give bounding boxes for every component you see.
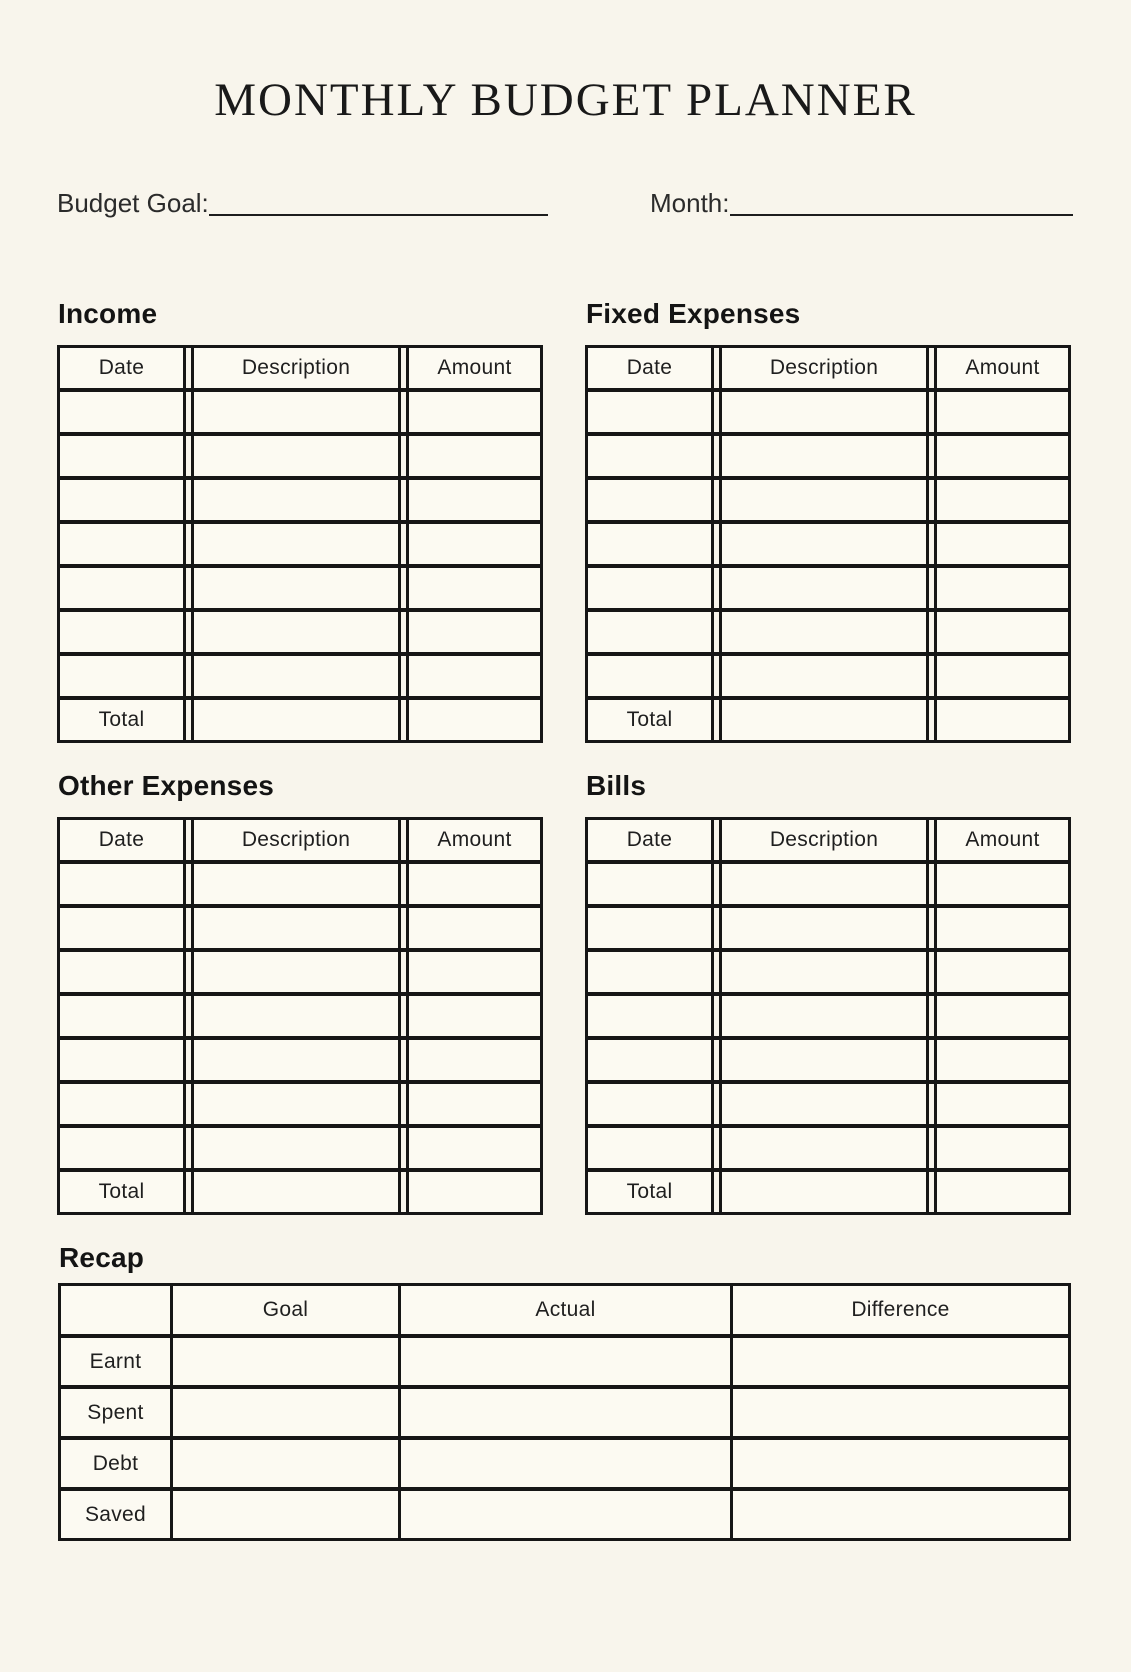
table-cell [406,392,540,432]
column-header-date: Date [588,820,714,860]
column-header-amount: Amount [406,820,540,860]
recap-cell [733,1440,1068,1487]
table-row [60,524,540,568]
table-cell [934,656,1068,696]
table-cell [406,1084,540,1124]
table-row [588,952,1068,996]
budget-planner-page [0,72,1131,1672]
table-cell [588,480,714,520]
table-cell [60,524,186,564]
table-cell [934,1084,1068,1124]
table-cell [406,480,540,520]
table-cell [588,524,714,564]
table-cell [588,908,714,948]
table-cell [60,952,186,992]
table-cell [719,612,929,652]
table-cell [588,1128,714,1168]
table-cell [934,996,1068,1036]
column-header-description: Description [191,348,401,388]
table-row [588,656,1068,700]
recap-row-debt [61,1440,1068,1491]
recap-row-spent [61,1389,1068,1440]
table-cell [191,656,401,696]
table-cell [406,612,540,652]
table-cell [191,952,401,992]
total-label-cell: Total [60,1172,186,1212]
table-row [588,612,1068,656]
table-cell [588,656,714,696]
table-row [588,524,1068,568]
table-cell [191,612,401,652]
table-row [60,864,540,908]
recap-cell [401,1338,733,1385]
table-total-row [588,700,1068,740]
table-total-row [588,1172,1068,1212]
table-cell [588,996,714,1036]
table-cell [588,612,714,652]
table-row [60,436,540,480]
column-header-amount: Amount [406,348,540,388]
month-label: Month: [650,188,730,218]
table-cell [719,1172,929,1212]
table-cell [719,700,929,740]
table-cell [406,908,540,948]
table-cell [719,908,929,948]
table-row [60,656,540,700]
income-table [57,345,543,743]
table-row [60,908,540,952]
table-cell [191,1128,401,1168]
table-total-row [60,1172,540,1212]
table-header-row [588,820,1068,864]
table-cell [406,524,540,564]
table-cell [60,656,186,696]
column-header-description: Description [719,820,929,860]
recap-cell [401,1440,733,1487]
table-cell [191,1084,401,1124]
table-cell [588,952,714,992]
table-cell [719,952,929,992]
table-row [60,996,540,1040]
recap-row-label: Spent [61,1389,173,1436]
table-row [588,864,1068,908]
table-cell [934,1040,1068,1080]
fixed-expenses-table [585,345,1071,743]
table-cell [406,656,540,696]
table-header-row [60,348,540,392]
section-title-fixed-expenses: Fixed Expenses [586,298,801,329]
table-cell [719,568,929,608]
table-row [60,392,540,436]
table-cell [60,480,186,520]
total-label-cell: Total [588,700,714,740]
table-body [60,864,540,1172]
table-cell [191,996,401,1036]
recap-row-label: Earnt [61,1338,173,1385]
table-cell [934,524,1068,564]
table-cell [934,392,1068,432]
table-cell [588,568,714,608]
table-row [60,952,540,996]
table-cell [934,436,1068,476]
recap-cell [733,1389,1068,1436]
table-cell [60,392,186,432]
other-expenses-table [57,817,543,1215]
section-title-income: Income [58,298,158,329]
column-header-date: Date [60,820,186,860]
budget-goal-field [57,186,548,220]
table-cell [191,864,401,904]
table-cell [406,952,540,992]
recap-row-label: Debt [61,1440,173,1487]
table-cell [191,568,401,608]
table-cell [191,908,401,948]
budget-goal-line [209,214,548,216]
table-row [588,392,1068,436]
recap-section [58,1240,1074,1541]
table-row [60,1128,540,1172]
recap-cell [733,1491,1068,1538]
table-header-row [588,348,1068,392]
table-cell [719,392,929,432]
table-row [60,568,540,612]
table-body [588,864,1068,1172]
column-header-description: Description [191,820,401,860]
table-cell [719,1040,929,1080]
section-title-other-expenses: Other Expenses [58,770,274,801]
table-cell [60,1128,186,1168]
table-cell [934,1128,1068,1168]
fields-row [57,186,1074,220]
table-cell [934,568,1068,608]
month-line [730,214,1074,216]
table-row [588,1040,1068,1084]
table-cell [719,864,929,904]
recap-row-earnt [61,1338,1068,1389]
table-cell [406,568,540,608]
table-cell [588,392,714,432]
table-cell [60,908,186,948]
recap-header-actual: Actual [401,1286,733,1334]
table-cell [588,864,714,904]
recap-cell [173,1338,401,1385]
recap-header-row [61,1286,1068,1338]
table-body [588,392,1068,700]
table-cell [934,612,1068,652]
table-row [588,568,1068,612]
table-cell [191,392,401,432]
bills-section [585,768,1071,1215]
table-cell [191,1040,401,1080]
tables-row-1 [57,296,1074,743]
recap-row-saved [61,1491,1068,1538]
table-row [60,1040,540,1084]
table-cell [60,996,186,1036]
total-label-cell: Total [588,1172,714,1212]
bills-table [585,817,1071,1215]
column-header-date: Date [588,348,714,388]
table-cell [719,436,929,476]
table-cell [191,1172,401,1212]
table-row [60,1084,540,1128]
table-header-row [60,820,540,864]
table-cell [934,700,1068,740]
table-cell [934,1172,1068,1212]
fixed-expenses-section [585,296,1071,743]
table-cell [719,1084,929,1124]
table-cell [719,524,929,564]
table-cell [60,568,186,608]
table-cell [588,436,714,476]
table-row [588,436,1068,480]
table-cell [406,996,540,1036]
table-row [60,480,540,524]
table-cell [406,864,540,904]
table-cell [588,1084,714,1124]
table-cell [934,952,1068,992]
table-cell [191,700,401,740]
recap-cell [733,1338,1068,1385]
tables-row-2 [57,768,1074,1215]
table-cell [60,1084,186,1124]
table-cell [719,480,929,520]
column-header-amount: Amount [934,820,1068,860]
recap-cell [173,1389,401,1436]
table-body [60,392,540,700]
table-cell [60,864,186,904]
section-title-recap: Recap [59,1242,145,1273]
table-cell [934,864,1068,904]
recap-cell [173,1491,401,1538]
table-cell [60,1040,186,1080]
other-expenses-section [57,768,543,1215]
recap-header-difference: Difference [733,1286,1068,1334]
table-row [588,1128,1068,1172]
recap-header-goal: Goal [173,1286,401,1334]
recap-cell [401,1491,733,1538]
table-cell [406,1128,540,1168]
table-cell [60,612,186,652]
table-cell [934,908,1068,948]
table-row [60,612,540,656]
recap-cell [173,1440,401,1487]
recap-table [58,1283,1071,1541]
income-section [57,296,543,743]
table-cell [934,480,1068,520]
table-row [588,996,1068,1040]
table-cell [588,1040,714,1080]
column-header-amount: Amount [934,348,1068,388]
month-field [650,186,1073,220]
column-header-description: Description [719,348,929,388]
recap-cell [401,1389,733,1436]
table-cell [191,480,401,520]
table-row [588,1084,1068,1128]
total-label-cell: Total [60,700,186,740]
table-cell [406,1040,540,1080]
table-cell [191,524,401,564]
recap-header-blank-cell [61,1286,173,1334]
table-row [588,908,1068,952]
table-cell [60,436,186,476]
table-cell [406,1172,540,1212]
table-cell [719,996,929,1036]
page-title: MONTHLY BUDGET PLANNER [214,74,917,126]
section-title-bills: Bills [586,770,647,801]
table-cell [191,436,401,476]
column-header-date: Date [60,348,186,388]
table-cell [719,656,929,696]
budget-goal-label: Budget Goal: [57,188,209,218]
table-total-row [60,700,540,740]
table-cell [406,436,540,476]
table-cell [719,1128,929,1168]
table-cell [406,700,540,740]
table-row [588,480,1068,524]
recap-row-label: Saved [61,1491,173,1538]
